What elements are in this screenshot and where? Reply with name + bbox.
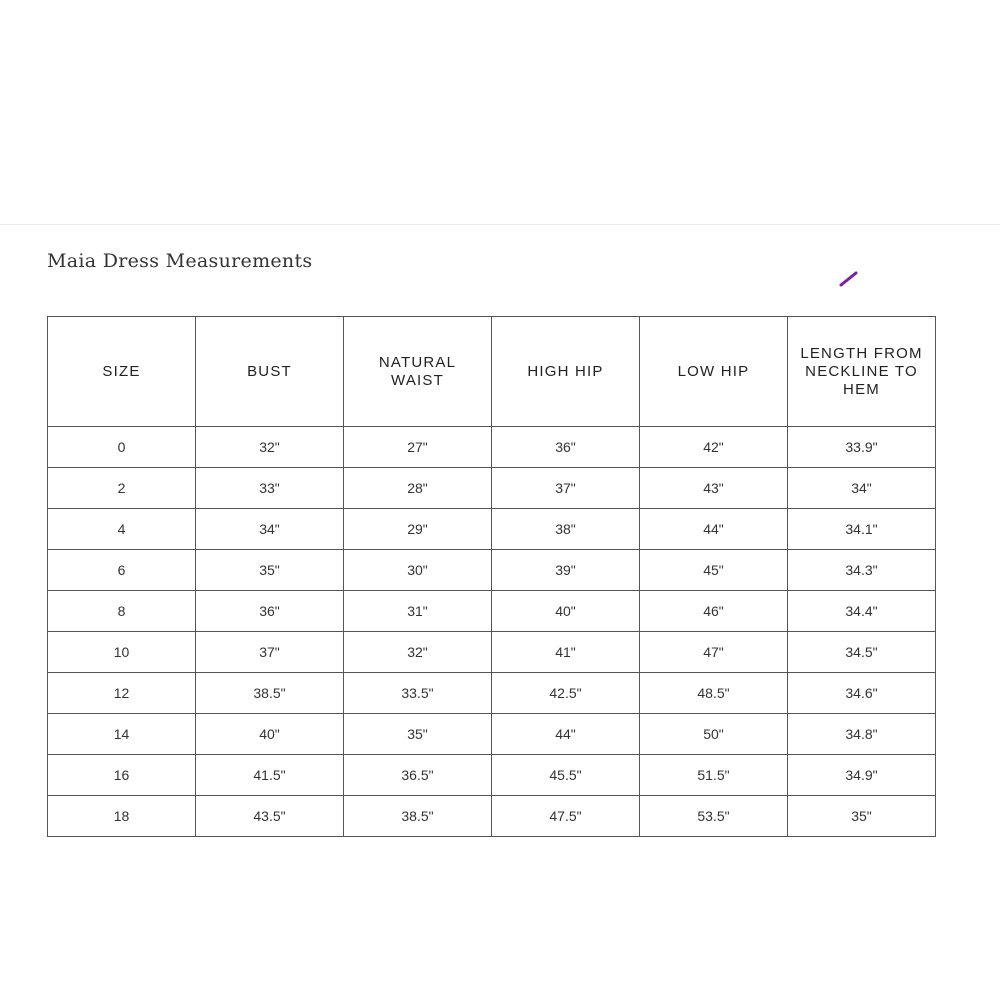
table-row: [48, 796, 936, 837]
pen-stroke-icon: [838, 270, 858, 290]
column-header-bust: [196, 317, 344, 427]
table-row: [48, 673, 936, 714]
table-cell: 41": [492, 632, 640, 673]
table-cell: 35": [344, 714, 492, 755]
table-header-row: [48, 317, 936, 427]
table-cell: 48.5": [640, 673, 788, 714]
table-cell: 38": [492, 509, 640, 550]
table-cell: 34.4": [788, 591, 936, 632]
table-cell: 50": [640, 714, 788, 755]
table-cell: 53.5": [640, 796, 788, 837]
table-cell: 33.5": [344, 673, 492, 714]
table-cell: 51.5": [640, 755, 788, 796]
table-cell: 47": [640, 632, 788, 673]
table-cell: 36.5": [344, 755, 492, 796]
table-cell: 45.5": [492, 755, 640, 796]
column-header-label: HIGH HIP: [527, 362, 604, 380]
table-cell: 0: [48, 427, 196, 468]
column-header-high-hip: [492, 317, 640, 427]
table-cell: 8: [48, 591, 196, 632]
table-cell: 33": [196, 468, 344, 509]
table-cell: 34.9": [788, 755, 936, 796]
table-cell: 45": [640, 550, 788, 591]
table-cell: 10: [48, 632, 196, 673]
table-cell: 38.5": [196, 673, 344, 714]
table-cell: 43.5": [196, 796, 344, 837]
table-cell: 35": [196, 550, 344, 591]
table-row: [48, 591, 936, 632]
table-row: [48, 468, 936, 509]
column-header-label: BUST: [247, 362, 292, 380]
table-cell: 36": [196, 591, 344, 632]
table-cell: 32": [344, 632, 492, 673]
table-row: [48, 509, 936, 550]
table-cell: 16: [48, 755, 196, 796]
column-header-label: LOW HIP: [677, 362, 750, 380]
table-cell: 43": [640, 468, 788, 509]
table-cell: 2: [48, 468, 196, 509]
table-cell: 34": [196, 509, 344, 550]
table-cell: 27": [344, 427, 492, 468]
table-cell: 35": [788, 796, 936, 837]
table-cell: 38.5": [344, 796, 492, 837]
table-row: [48, 714, 936, 755]
table-cell: 6: [48, 550, 196, 591]
table-cell: 14: [48, 714, 196, 755]
table-cell: 40": [196, 714, 344, 755]
table-cell: 34": [788, 468, 936, 509]
table-cell: 34.3": [788, 550, 936, 591]
page-title: Maia Dress Measurements: [47, 250, 313, 272]
table-cell: 37": [196, 632, 344, 673]
size-chart-table: [47, 316, 936, 837]
table-cell: 30": [344, 550, 492, 591]
column-header-length: [788, 317, 936, 427]
table-row: [48, 427, 936, 468]
table-cell: 37": [492, 468, 640, 509]
table-cell: 42.5": [492, 673, 640, 714]
table-cell: 28": [344, 468, 492, 509]
column-header-size: [48, 317, 196, 427]
table-cell: 33.9": [788, 427, 936, 468]
table-cell: 34.5": [788, 632, 936, 673]
table-cell: 42": [640, 427, 788, 468]
table-cell: 41.5": [196, 755, 344, 796]
column-header-natural-waist: [344, 317, 492, 427]
column-header-label: NATURAL WAIST: [378, 353, 457, 389]
table-row: [48, 550, 936, 591]
table-cell: 34.6": [788, 673, 936, 714]
table-row: [48, 755, 936, 796]
table-cell: 29": [344, 509, 492, 550]
table-cell: 39": [492, 550, 640, 591]
table-cell: 34.8": [788, 714, 936, 755]
table-cell: 4: [48, 509, 196, 550]
section-divider: [0, 224, 1000, 225]
table-cell: 18: [48, 796, 196, 837]
table-cell: 46": [640, 591, 788, 632]
table-cell: 44": [492, 714, 640, 755]
table-cell: 36": [492, 427, 640, 468]
table-cell: 44": [640, 509, 788, 550]
table-cell: 31": [344, 591, 492, 632]
table-cell: 40": [492, 591, 640, 632]
column-header-low-hip: [640, 317, 788, 427]
column-header-label: SIZE: [102, 362, 141, 380]
table-cell: 47.5": [492, 796, 640, 837]
table-cell: 12: [48, 673, 196, 714]
table-row: [48, 632, 936, 673]
table-cell: 32": [196, 427, 344, 468]
table-cell: 34.1": [788, 509, 936, 550]
column-header-label: LENGTH FROM NECKLINE TO HEM: [800, 344, 923, 398]
